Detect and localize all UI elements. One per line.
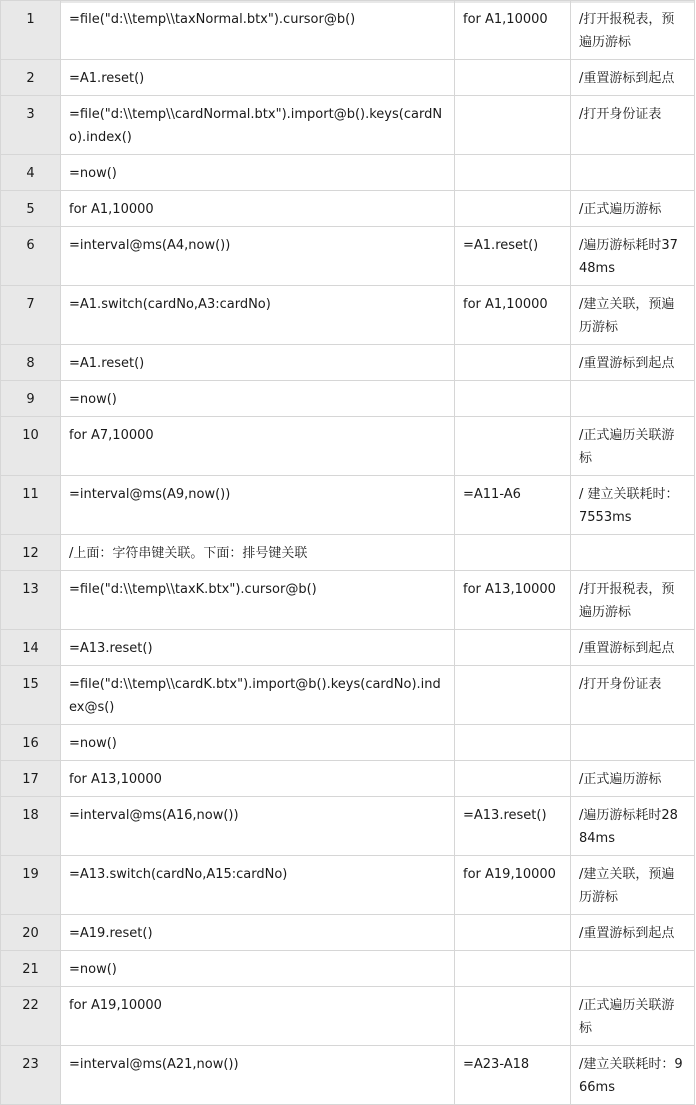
cell-b[interactable] <box>455 987 571 1046</box>
cell-c[interactable]: /正式遍历关联游标 <box>571 417 695 476</box>
row-number: 5 <box>1 191 61 227</box>
cell-c[interactable]: /正式遍历游标 <box>571 761 695 797</box>
cell-c[interactable]: /建立关联耗时：966ms <box>571 1046 695 1105</box>
cell-c[interactable] <box>571 725 695 761</box>
cell-b[interactable] <box>455 725 571 761</box>
grid-row <box>1 60 695 96</box>
cell-b[interactable] <box>455 951 571 987</box>
cell-b[interactable] <box>455 630 571 666</box>
grid-row <box>1 345 695 381</box>
grid-row <box>1 155 695 191</box>
cell-a[interactable]: =interval@ms(A9,now()) <box>61 476 455 535</box>
cell-a[interactable]: =A13.reset() <box>61 630 455 666</box>
cell-b[interactable]: =A23-A18 <box>455 1046 571 1105</box>
cell-c[interactable]: /正式遍历关联游标 <box>571 987 695 1046</box>
row-number: 9 <box>1 381 61 417</box>
row-number: 6 <box>1 227 61 286</box>
cell-b[interactable]: =A11-A6 <box>455 476 571 535</box>
cell-a[interactable]: for A1,10000 <box>61 191 455 227</box>
grid-row <box>1 571 695 630</box>
cell-c[interactable]: /重置游标到起点 <box>571 630 695 666</box>
cell-c[interactable]: /建立关联，预遍历游标 <box>571 856 695 915</box>
cell-b[interactable] <box>455 915 571 951</box>
cell-a[interactable]: =A13.switch(cardNo,A15:cardNo) <box>61 856 455 915</box>
row-number: 3 <box>1 96 61 155</box>
cell-b[interactable] <box>455 666 571 725</box>
grid-row <box>1 1 695 60</box>
grid-row <box>1 476 695 535</box>
grid-row <box>1 286 695 345</box>
cell-c[interactable]: /打开报税表，预遍历游标 <box>571 571 695 630</box>
cell-a[interactable]: =interval@ms(A4,now()) <box>61 227 455 286</box>
cell-c[interactable] <box>571 535 695 571</box>
cell-c[interactable]: /重置游标到起点 <box>571 345 695 381</box>
row-number: 19 <box>1 856 61 915</box>
cell-b[interactable]: =A13.reset() <box>455 797 571 856</box>
row-number: 16 <box>1 725 61 761</box>
grid-row <box>1 96 695 155</box>
grid-row <box>1 417 695 476</box>
cell-a[interactable]: /上面：字符串键关联。下面：排号键关联 <box>61 535 455 571</box>
cell-c[interactable] <box>571 155 695 191</box>
grid-row <box>1 381 695 417</box>
cell-c[interactable]: /正式遍历游标 <box>571 191 695 227</box>
grid-row <box>1 915 695 951</box>
cell-b[interactable] <box>455 345 571 381</box>
cell-a[interactable]: =now() <box>61 951 455 987</box>
cell-c[interactable]: /遍历游标耗时3748ms <box>571 227 695 286</box>
row-number: 10 <box>1 417 61 476</box>
grid-row <box>1 630 695 666</box>
cell-a[interactable]: for A7,10000 <box>61 417 455 476</box>
row-number: 4 <box>1 155 61 191</box>
row-number: 22 <box>1 987 61 1046</box>
cell-a[interactable]: =interval@ms(A16,now()) <box>61 797 455 856</box>
row-number: 2 <box>1 60 61 96</box>
cell-a[interactable]: =file("d:\\temp\\taxNormal.btx").cursor@b() <box>61 1 455 60</box>
cell-b[interactable]: for A1,10000 <box>455 1 571 60</box>
row-number: 7 <box>1 286 61 345</box>
row-number: 12 <box>1 535 61 571</box>
cell-c[interactable]: /打开报税表，预遍历游标 <box>571 1 695 60</box>
cell-a[interactable]: for A19,10000 <box>61 987 455 1046</box>
cell-b[interactable] <box>455 535 571 571</box>
cell-a[interactable]: =now() <box>61 155 455 191</box>
cell-a[interactable]: for A13,10000 <box>61 761 455 797</box>
row-number: 13 <box>1 571 61 630</box>
grid-row <box>1 535 695 571</box>
grid-row <box>1 191 695 227</box>
cell-b[interactable] <box>455 96 571 155</box>
row-number: 18 <box>1 797 61 856</box>
cell-a[interactable]: =file("d:\\temp\\cardNormal.btx").import@b().keys(cardNo).index() <box>61 96 455 155</box>
grid-row <box>1 725 695 761</box>
cell-b[interactable] <box>455 60 571 96</box>
cell-c[interactable]: / 建立关联耗时：7553ms <box>571 476 695 535</box>
row-number: 14 <box>1 630 61 666</box>
cell-b[interactable] <box>455 381 571 417</box>
cell-c[interactable]: /重置游标到起点 <box>571 60 695 96</box>
cell-a[interactable]: =file("d:\\temp\\taxK.btx").cursor@b() <box>61 571 455 630</box>
grid-row <box>1 951 695 987</box>
cell-b[interactable]: for A13,10000 <box>455 571 571 630</box>
cell-a[interactable]: =A1.reset() <box>61 60 455 96</box>
grid-row <box>1 797 695 856</box>
cell-b[interactable] <box>455 761 571 797</box>
row-number: 11 <box>1 476 61 535</box>
cell-a[interactable]: =now() <box>61 725 455 761</box>
grid-row <box>1 761 695 797</box>
cell-b[interactable]: =A1.reset() <box>455 227 571 286</box>
cell-c[interactable] <box>571 381 695 417</box>
row-number: 15 <box>1 666 61 725</box>
row-number: 8 <box>1 345 61 381</box>
cell-a[interactable]: =interval@ms(A21,now()) <box>61 1046 455 1105</box>
grid-row <box>1 987 695 1046</box>
row-number: 1 <box>1 1 61 60</box>
grid-row <box>1 666 695 725</box>
cell-b[interactable] <box>455 417 571 476</box>
row-number: 21 <box>1 951 61 987</box>
cell-b[interactable]: for A1,10000 <box>455 286 571 345</box>
row-number: 17 <box>1 761 61 797</box>
cell-c[interactable]: /重置游标到起点 <box>571 915 695 951</box>
cell-c[interactable]: /打开身份证表 <box>571 666 695 725</box>
grid-row <box>1 227 695 286</box>
cell-c[interactable]: /打开身份证表 <box>571 96 695 155</box>
grid-row <box>1 856 695 915</box>
grid-row <box>1 1046 695 1105</box>
cell-c[interactable] <box>571 951 695 987</box>
cell-b[interactable] <box>455 155 571 191</box>
cell-a[interactable]: =now() <box>61 381 455 417</box>
cell-c[interactable]: /建立关联，预遍历游标 <box>571 286 695 345</box>
cell-b[interactable] <box>455 191 571 227</box>
cell-b[interactable]: for A19,10000 <box>455 856 571 915</box>
row-number: 23 <box>1 1046 61 1105</box>
cell-a[interactable]: =A19.reset() <box>61 915 455 951</box>
cell-a[interactable]: =file("d:\\temp\\cardK.btx").import@b().keys(cardNo).index@s() <box>61 666 455 725</box>
cell-a[interactable]: =A1.reset() <box>61 345 455 381</box>
cell-a[interactable]: =A1.switch(cardNo,A3:cardNo) <box>61 286 455 345</box>
row-number: 20 <box>1 915 61 951</box>
cell-c[interactable]: /遍历游标耗时2884ms <box>571 797 695 856</box>
